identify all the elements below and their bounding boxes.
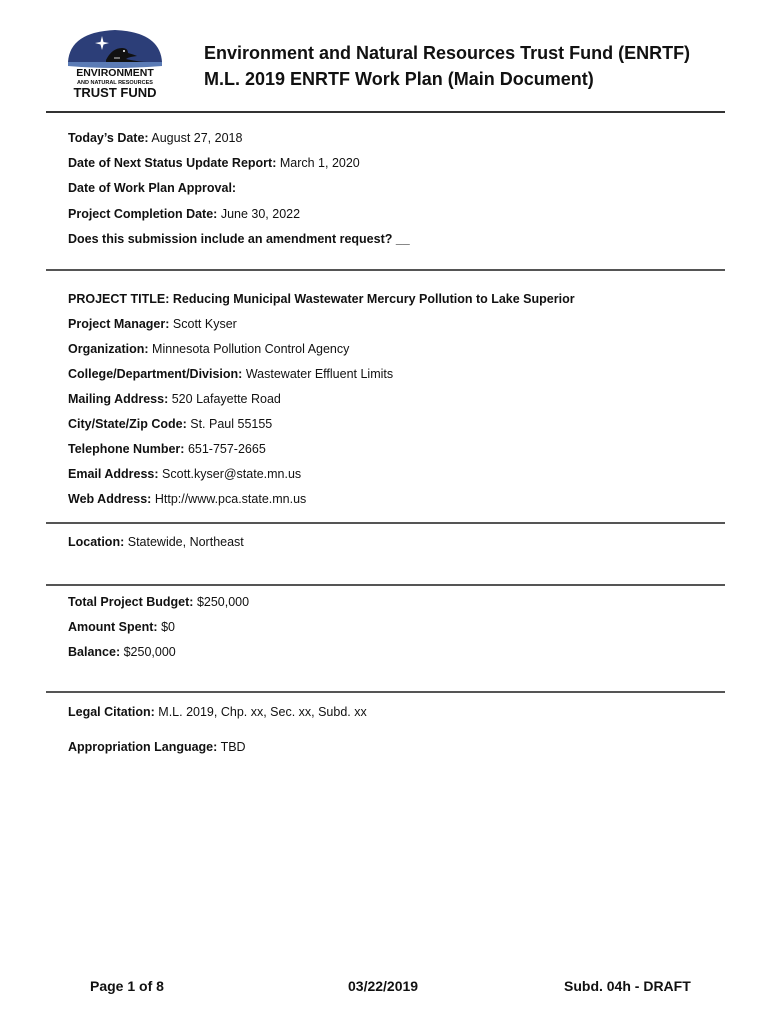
- email-label: Email Address:: [68, 467, 159, 481]
- amendment-row: [68, 231, 410, 247]
- project-manager-label: Project Manager:: [68, 317, 170, 331]
- logo-line3: TRUST FUND: [73, 85, 157, 100]
- completion-date-value: June 30, 2022: [220, 207, 301, 221]
- section-divider-1: [46, 269, 725, 271]
- project-manager-row: [68, 316, 237, 332]
- legal-citation-value: M.L. 2019, Chp. xx, Sec. xx, Subd. xx: [158, 705, 367, 719]
- footer-page-number: Page 1 of 8: [90, 978, 164, 994]
- email-value: Scott.kyser@state.mn.us: [162, 467, 302, 481]
- division-value: Wastewater Effluent Limits: [245, 367, 394, 381]
- web-address-label: Web Address:: [68, 492, 152, 506]
- email-row: [68, 466, 301, 482]
- next-status-label: Date of Next Status Update Report:: [68, 156, 277, 170]
- amendment-label: Does this submission include an amendment request? __: [68, 232, 410, 246]
- todays-date-value: August 27, 2018: [151, 131, 243, 145]
- next-status-row: [68, 155, 360, 171]
- completion-date-label: Project Completion Date:: [68, 207, 218, 221]
- appropriation-label: Appropriation Language:: [68, 740, 218, 754]
- division-label: College/Department/Division:: [68, 367, 243, 381]
- document-title: [204, 40, 690, 92]
- approval-date-row: [68, 180, 236, 196]
- mailing-address-label: Mailing Address:: [68, 392, 169, 406]
- todays-date-row: [68, 130, 242, 146]
- mailing-address-row: [68, 391, 281, 407]
- title-line-2: M.L. 2019 ENRTF Work Plan (Main Document): [204, 69, 594, 89]
- location-row: [68, 534, 244, 550]
- project-title-value: Reducing Municipal Wastewater Mercury Pollution to Lake Superior: [172, 292, 575, 306]
- city-state-zip-label: City/State/Zip Code:: [68, 417, 187, 431]
- appropriation-value: TBD: [220, 740, 246, 754]
- title-line-1: Environment and Natural Resources Trust Fund (ENRTF): [204, 43, 691, 63]
- logo-line1: ENVIRONMENT: [76, 67, 154, 79]
- organization-row: [68, 341, 349, 357]
- next-status-value: March 1, 2020: [279, 156, 360, 170]
- section-divider-3: [46, 584, 725, 586]
- project-manager-value: Scott Kyser: [172, 317, 237, 331]
- footer-subdivision: Subd. 04h - DRAFT: [564, 978, 691, 994]
- todays-date-label: Today’s Date:: [68, 131, 149, 145]
- balance-value: $250,000: [123, 645, 176, 659]
- balance-label: Balance:: [68, 645, 121, 659]
- web-address-value: Http://www.pca.state.mn.us: [154, 492, 307, 506]
- city-state-zip-value: St. Paul 55155: [190, 417, 273, 431]
- telephone-row: [68, 441, 266, 457]
- header-divider: [46, 111, 725, 113]
- project-title-row: [68, 291, 575, 307]
- section-divider-2: [46, 522, 725, 524]
- organization-value: Minnesota Pollution Control Agency: [152, 342, 350, 356]
- legal-citation-label: Legal Citation:: [68, 705, 155, 719]
- mailing-address-value: 520 Lafayette Road: [171, 392, 281, 406]
- legal-citation-row: [68, 704, 367, 720]
- completion-date-row: [68, 206, 300, 222]
- logo-line2: AND NATURAL RESOURCES: [77, 80, 153, 86]
- telephone-label: Telephone Number:: [68, 442, 185, 456]
- project-title-label: PROJECT TITLE:: [68, 292, 170, 306]
- approval-date-label: Date of Work Plan Approval:: [68, 181, 237, 195]
- amount-spent-row: [68, 619, 175, 635]
- amount-spent-value: $0: [161, 620, 175, 634]
- city-state-zip-row: [68, 416, 272, 432]
- division-row: [68, 366, 393, 382]
- organization-label: Organization:: [68, 342, 149, 356]
- web-address-row: [68, 491, 306, 507]
- total-budget-row: [68, 594, 249, 610]
- total-budget-label: Total Project Budget:: [68, 595, 194, 609]
- total-budget-value: $250,000: [196, 595, 250, 609]
- section-divider-4: [46, 691, 725, 693]
- loon-logo-icon: [62, 26, 168, 102]
- enrtf-logo: [62, 26, 168, 102]
- location-label: Location:: [68, 535, 125, 549]
- footer-date: 03/22/2019: [348, 978, 419, 994]
- amount-spent-label: Amount Spent:: [68, 620, 158, 634]
- appropriation-row: [68, 739, 246, 755]
- location-value: Statewide, Northeast: [127, 535, 244, 549]
- balance-row: [68, 644, 176, 660]
- telephone-value: 651-757-2665: [187, 442, 266, 456]
